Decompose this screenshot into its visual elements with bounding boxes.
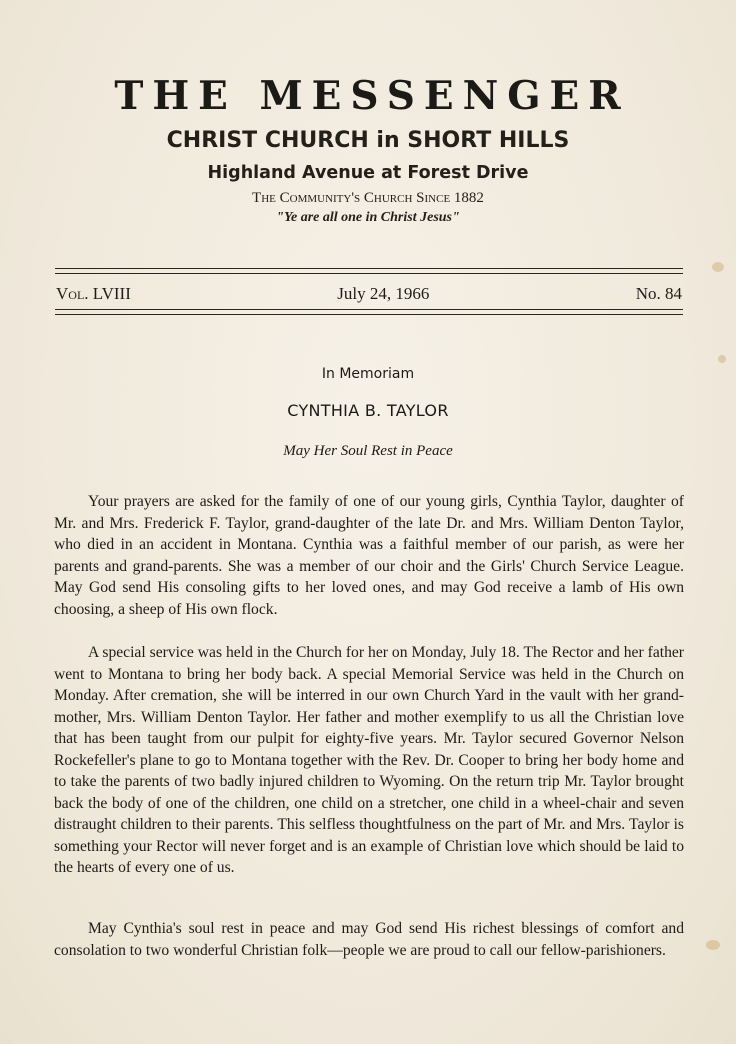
issue-date: July 24, 1966: [337, 284, 430, 303]
top-rule: [55, 268, 683, 269]
bottom-rule: [55, 314, 683, 315]
article-paragraph: May Cynthia's soul rest in peace and may God send His richest blessings of comfort and consolation to two wonderful Christian folk—people we are proud to call our fellow-parishioners.: [54, 920, 684, 959]
article-paragraph: Your prayers are asked for the family of one of our young girls, Cynthia Taylor, daughter of Mr. and Mrs. Frederick F. Taylor, grand-daughter of the late Dr. and Mrs. William Denton Taylor, who died in an accident in Montana. Cynthia was a faithful member of our parish, as were her parents and grand-parents. She was a member of our choir and the Girls' Church Service League. May God send His consoling gifts to her loved ones, and may God receive a lamb of His own choosing, a sheep of His own flock.: [54, 493, 684, 618]
paper-stain: [718, 355, 726, 363]
issue-info-bar: [56, 283, 682, 305]
church-address: Highland Avenue at Forest Drive: [207, 163, 529, 183]
community-since: The Community's Church Since 1882: [252, 190, 484, 206]
paper-stain: [706, 940, 720, 950]
article-heading: In Memoriam: [321, 366, 415, 382]
top-rule-inner: [55, 273, 683, 274]
memorial-subtitle: May Her Soul Rest in Peace: [283, 443, 453, 459]
paper-stain: [712, 262, 724, 272]
article-paragraph: A special service was held in the Church for her on Monday, July 18. The Rector and her father went to Montana to bring her body back. A special Memorial Service was held in the Church on Monday. After cremation, she will be interred in our own Church Yard in the vault with her grand-mother, Mrs. William Denton Taylor. Her father and mother exemplify to us all the Christian love that has been taught from our pulpit for eighty-five years. Mr. Taylor secured Governor Nelson Rockefeller's plane to go to Montana together with the Rev. Dr. Cooper to bring her body home and to take the parents of two badly injured children to Wyoming. On the return trip Mr. Taylor brought back the body of one of the children, one child on a stretcher, one child in a wheel-chair and seven distraught children to their parents. This selfless thoughtfulness on the part of Mr. and Mrs. Taylor is something your Rector will never forget and is an example of Christian love which should be laid to the hearts of every one of us.: [54, 644, 684, 876]
volume-number: Vol. LVIII: [56, 284, 131, 303]
memorial-name: CYNTHIA B. TAYLOR: [287, 401, 449, 420]
church-name: CHRIST CHURCH in SHORT HILLS: [166, 128, 570, 153]
issue-number: No. 84: [635, 284, 682, 303]
masthead: [0, 72, 736, 228]
newsletter-title: THE MESSENGER: [114, 73, 630, 119]
bottom-rule-inner: [55, 309, 683, 310]
motto: "Ye are all one in Christ Jesus": [276, 210, 460, 225]
